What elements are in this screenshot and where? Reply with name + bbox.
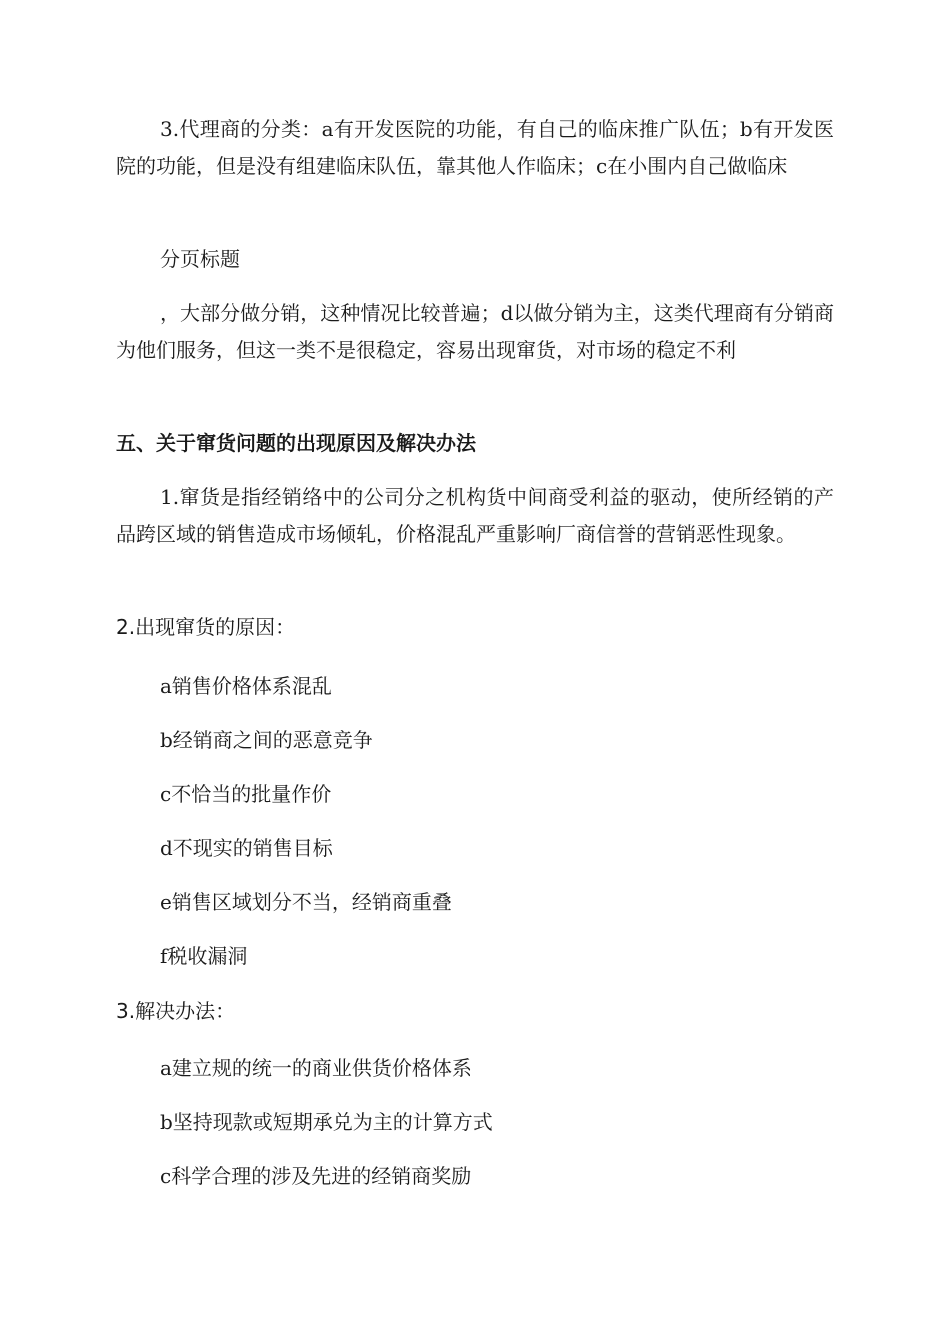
- list-item: e销售区域划分不当，经销商重叠: [160, 890, 452, 914]
- list-item: a销售价格体系混乱: [160, 674, 332, 698]
- list-item: f税收漏洞: [160, 944, 248, 968]
- page-break-title: 分页标题: [160, 247, 240, 271]
- list-item: c科学合理的涉及先进的经销商奖励: [160, 1164, 472, 1188]
- list-item: b经销商之间的恶意竞争: [160, 728, 373, 752]
- list-item: d不现实的销售目标: [160, 836, 333, 860]
- causes-heading: 2.出现窜货的原因：: [116, 615, 296, 639]
- list-item: b坚持现款或短期承兑为主的计算方式: [160, 1110, 493, 1134]
- paragraph-agent-types: 3.代理商的分类：a有开发医院的功能，有自己的临床推广队伍；b有开发医院的功能，但是没有组建临床队伍，靠其他人作临床；c在小围内自己做临床: [116, 117, 834, 178]
- paragraph-agent-types-continued: ，大部分做分销，这种情况比较普遍；d以做分销为主，这类代理商有分销商为他们服务，但这一类不是很稳定，容易出现窜货，对市场的稳定不利: [116, 301, 834, 362]
- list-item: a建立规的统一的商业供货价格体系: [160, 1056, 472, 1080]
- section-heading: 五、关于窜货问题的出现原因及解决办法: [116, 431, 476, 455]
- list-item: c不恰当的批量作价: [160, 782, 332, 806]
- paragraph-definition: 1.窜货是指经销络中的公司分之机构货中间商受利益的驱动，使所经销的产品跨区域的销售造成市场倾轧，价格混乱严重影响厂商信誉的营销恶性现象。: [116, 485, 834, 546]
- solutions-heading: 3.解决办法：: [116, 999, 236, 1023]
